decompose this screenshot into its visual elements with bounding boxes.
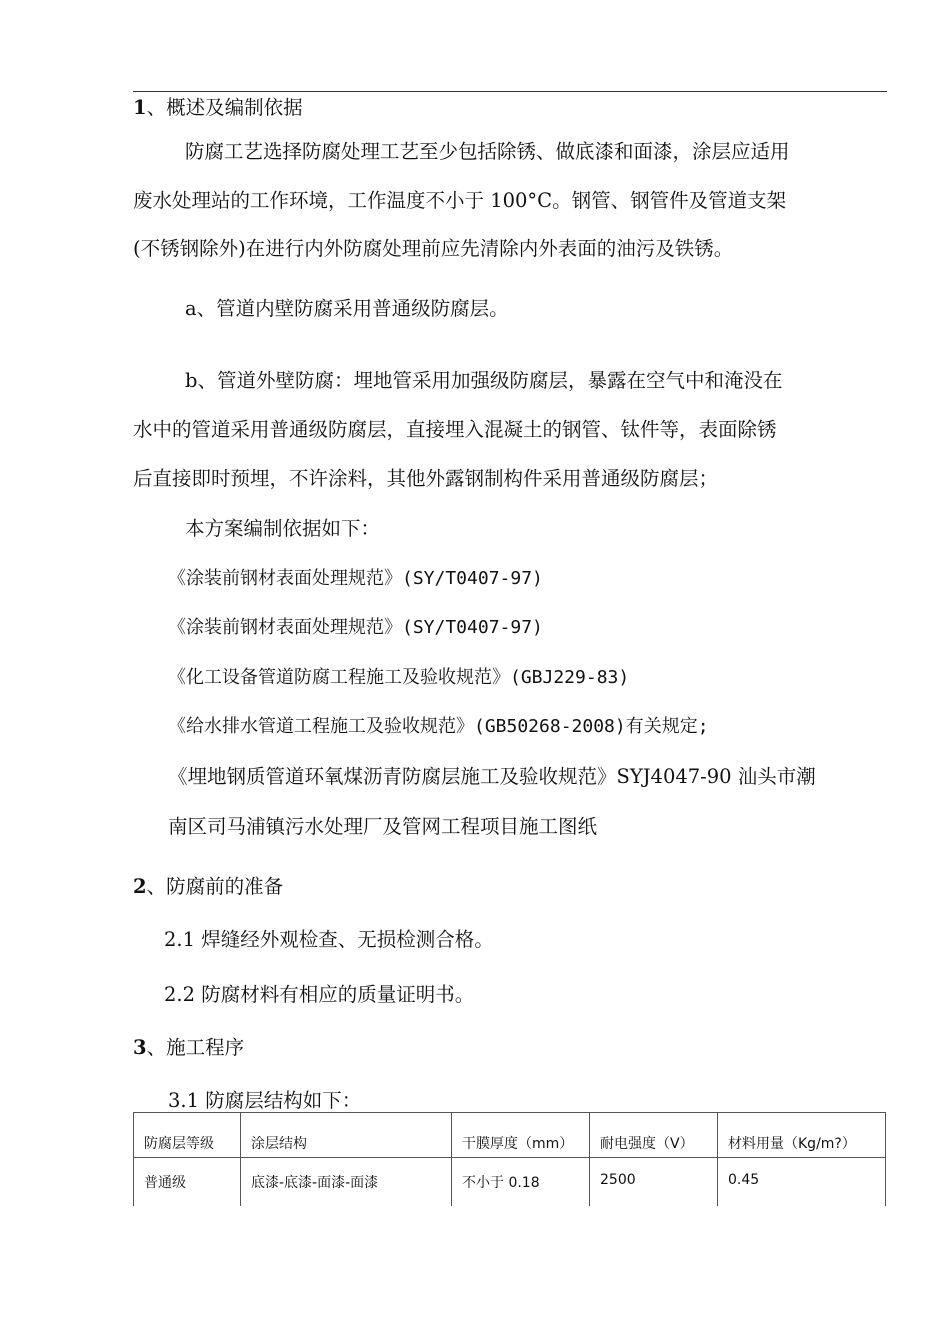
para1-line-3: (不锈钢除外)在进行内外防腐处理前应先清除内外表面的油污及铁锈。 <box>133 237 734 260</box>
header-cell-grade: 防腐层等级 <box>134 1113 241 1158</box>
reference-2: 《涂装前钢材表面处理规范》(SY/T0407-97) <box>168 617 543 638</box>
header-rule <box>133 91 887 92</box>
item-b-line-1: b、管道外壁防腐：埋地管采用加强级防腐层，暴露在空气中和淹没在 <box>185 369 783 392</box>
item-b-line-2: 水中的管道采用普通级防腐层，直接埋入混凝土的钢管、钛件等，表面除锈 <box>133 418 777 441</box>
coating-structure-table <box>133 1112 886 1206</box>
section-2-title: 、防腐前的准备 <box>146 875 284 898</box>
reference-3: 《化工设备管道防腐工程施工及验收规范》(GBJ229-83) <box>168 667 630 688</box>
cell-thickness: 不小于 0.18 <box>452 1158 590 1207</box>
section-1-heading <box>133 95 303 121</box>
section-1-title: 、概述及编制依据 <box>146 96 303 119</box>
para1-line-1: 防腐工艺选择防腐处理工艺至少包括除锈、做底漆和面漆，涂层应适用 <box>185 140 790 163</box>
cell-grade: 普通级 <box>134 1158 241 1207</box>
cell-usage: 0.45 <box>718 1158 886 1207</box>
section-2-item-1: 2.1 焊缝经外观检查、无损检测合格。 <box>164 928 494 951</box>
reference-5-line-2: 南区司马浦镇污水处理厂及管网工程项目施工图纸 <box>168 815 598 838</box>
header-cell-voltage: 耐电强度（V） <box>590 1113 718 1158</box>
para1-line-2: 废水处理站的工作环境，工作温度不小于 100°C。钢管、钢管件及管道支架 <box>133 189 787 212</box>
section-2-heading <box>133 874 283 900</box>
table-row <box>134 1158 886 1207</box>
section-3-heading <box>133 1035 244 1061</box>
section-1-number: 1 <box>133 96 147 119</box>
reference-1: 《涂装前钢材表面处理规范》(SY/T0407-97) <box>168 568 543 589</box>
section-2-number: 2 <box>133 875 147 898</box>
header-cell-thickness: 干膜厚度（mm） <box>452 1113 590 1158</box>
cell-voltage: 2500 <box>590 1158 718 1207</box>
reference-4: 《给水排水管道工程施工及验收规范》(GB50268-2008)有关规定; <box>168 716 709 737</box>
table-header-row <box>134 1113 886 1158</box>
cell-structure: 底漆-底漆-面漆-面漆 <box>241 1158 452 1207</box>
section-3-subheading: 3.1 防腐层结构如下： <box>168 1089 362 1112</box>
item-a: a、管道内壁防腐采用普通级防腐层。 <box>185 297 509 320</box>
section-3-title: 、施工程序 <box>146 1036 245 1059</box>
header-cell-structure: 涂层结构 <box>241 1113 452 1158</box>
basis-intro: 本方案编制依据如下： <box>185 517 381 540</box>
section-2-item-2: 2.2 防腐材料有相应的质量证明书。 <box>164 983 475 1006</box>
section-3-number: 3 <box>133 1036 147 1059</box>
header-cell-usage: 材料用量（Kg/m?） <box>718 1113 886 1158</box>
reference-5-line-1: 《埋地钢质管道环氧煤沥青防腐层施工及验收规范》SYJ4047-90 汕头市潮 <box>168 765 816 788</box>
item-b-line-3: 后直接即时预埋，不许涂料，其他外露钢制构件采用普通级防腐层； <box>133 467 719 490</box>
